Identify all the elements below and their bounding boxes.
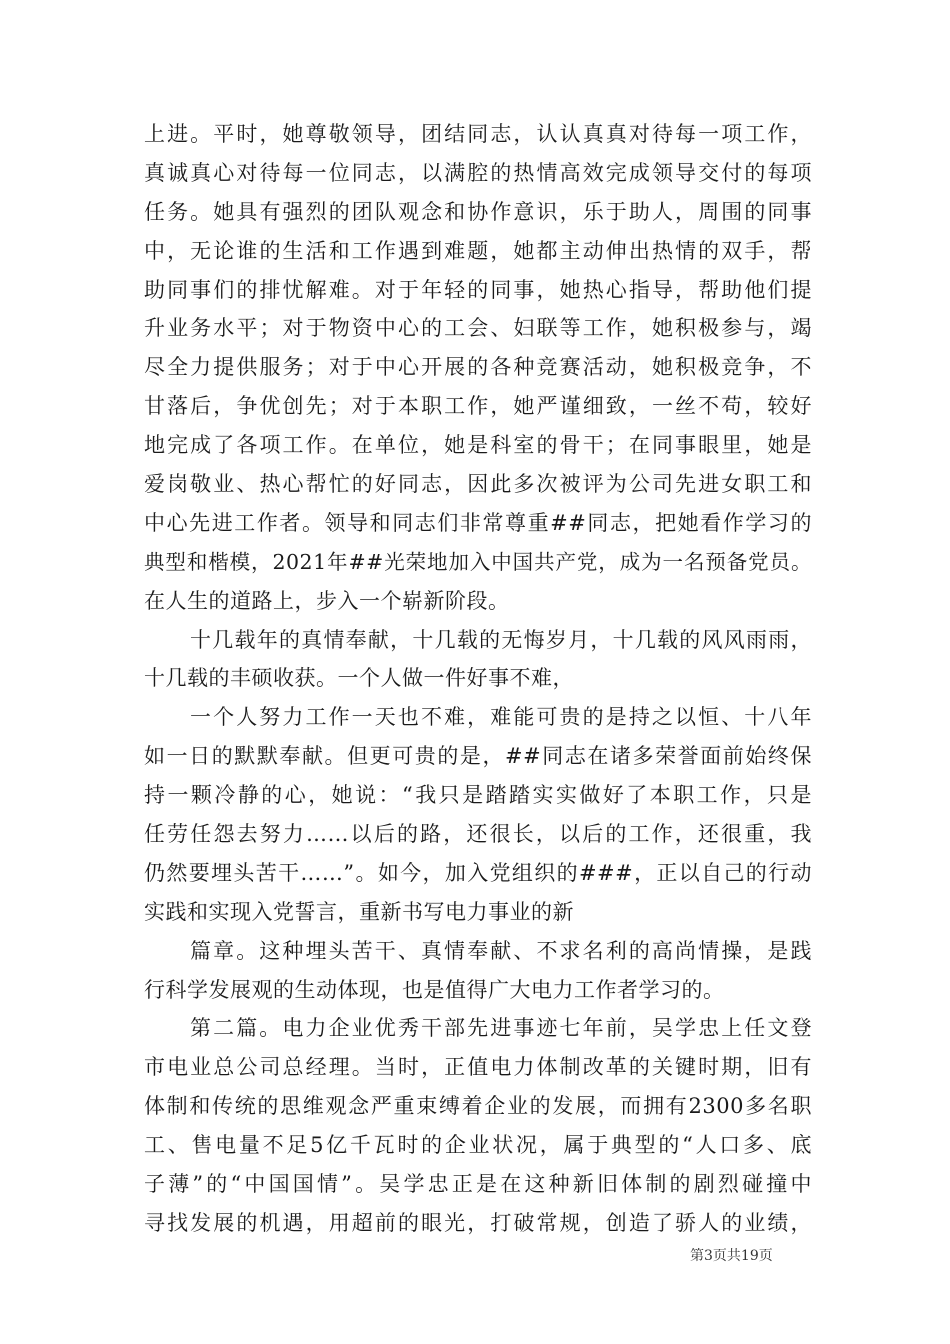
text-line: 真诚真心对待每一位同志，以满腔的热情高效完成领导交付的每项 xyxy=(144,160,812,185)
text-line: 中，无论谁的生活和工作遇到难题，她都主动伸出热情的双手，帮 xyxy=(144,238,812,263)
body-text xyxy=(144,115,812,1243)
text-line: 如一日的默默奉献。但更可贵的是，##同志在诸多荣誉面前始终保 xyxy=(144,744,812,769)
text-line: 寻找发展的机遇，用超前的眼光，打破常规，创造了骄人的业绩， xyxy=(144,1210,812,1235)
text-line: 任劳任怨去努力……以后的路，还很长，以后的工作，还很重，我 xyxy=(144,822,812,847)
text-line: 爱岗敬业、热心帮忙的好同志，因此多次被评为公司先进女职工和 xyxy=(144,472,812,497)
text-line: 实践和实现入党誓言，重新书写电力事业的新 xyxy=(144,899,574,924)
page-number: 第3页共19页 xyxy=(690,1248,773,1264)
text-line: 甘落后，争优创先；对于本职工作，她严谨细致，一丝不苟，较好 xyxy=(144,394,812,419)
text-line: 市电业总公司总经理。当时，正值电力体制改革的关键时期，旧有 xyxy=(144,1055,812,1080)
text-line: 助同事们的排忧解难。对于年轻的同事，她热心指导，帮助他们提 xyxy=(144,277,812,302)
text-line: 十几载年的真情奉献，十几载的无悔岁月，十几载的风风雨雨， xyxy=(190,627,812,652)
text-line: 体制和传统的思维观念严重束缚着企业的发展，而拥有2300多名职 xyxy=(144,1094,812,1119)
text-line: 篇章。这种埋头苦干、真情奉献、不求名利的高尚情操，是践 xyxy=(190,938,812,963)
text-line: 典型和楷模，2021年##光荣地加入中国共产党，成为一名预备党员。 xyxy=(144,549,812,574)
text-line: 子薄”的“中国国情”。吴学忠正是在这种新旧体制的剧烈碰撞中 xyxy=(144,1172,812,1197)
text-line: 仍然要埋头苦干……”。如今，加入党组织的###，正以自己的行动 xyxy=(144,860,812,885)
text-line: 尽全力提供服务；对于中心开展的各种竞赛活动，她积极竞争，不 xyxy=(144,355,812,380)
text-line: 行科学发展观的生动体现，也是值得广大电力工作者学习的。 xyxy=(144,977,725,1002)
text-line: 上进。平时，她尊敬领导，团结同志，认认真真对待每一项工作， xyxy=(144,122,812,146)
text-line: 持一颗冷静的心，她说：“我只是踏踏实实做好了本职工作，只是 xyxy=(144,783,812,808)
text-line: 任务。她具有强烈的团队观念和协作意识，乐于助人，周围的同事 xyxy=(144,199,812,224)
text-line: 第二篇。电力企业优秀干部先进事迹七年前，吴学忠上任文登 xyxy=(190,1016,812,1041)
text-line: 十几载的丰硕收获。一个人做一件好事不难， xyxy=(144,666,574,691)
text-line: 在人生的道路上，步入一个崭新阶段。 xyxy=(144,588,510,613)
text-line: 一个人努力工作一天也不难，难能可贵的是持之以恒、十八年 xyxy=(190,705,812,730)
text-line: 地完成了各项工作。在单位，她是科室的骨干；在同事眼里，她是 xyxy=(144,433,812,458)
text-line: 工、售电量不足5亿千瓦时的企业状况，属于典型的“人口多、底 xyxy=(144,1133,812,1158)
text-line: 中心先进工作者。领导和同志们非常尊重##同志，把她看作学习的 xyxy=(144,510,812,535)
text-line: 升业务水平；对于物资中心的工会、妇联等工作，她积极参与，竭 xyxy=(144,316,812,341)
